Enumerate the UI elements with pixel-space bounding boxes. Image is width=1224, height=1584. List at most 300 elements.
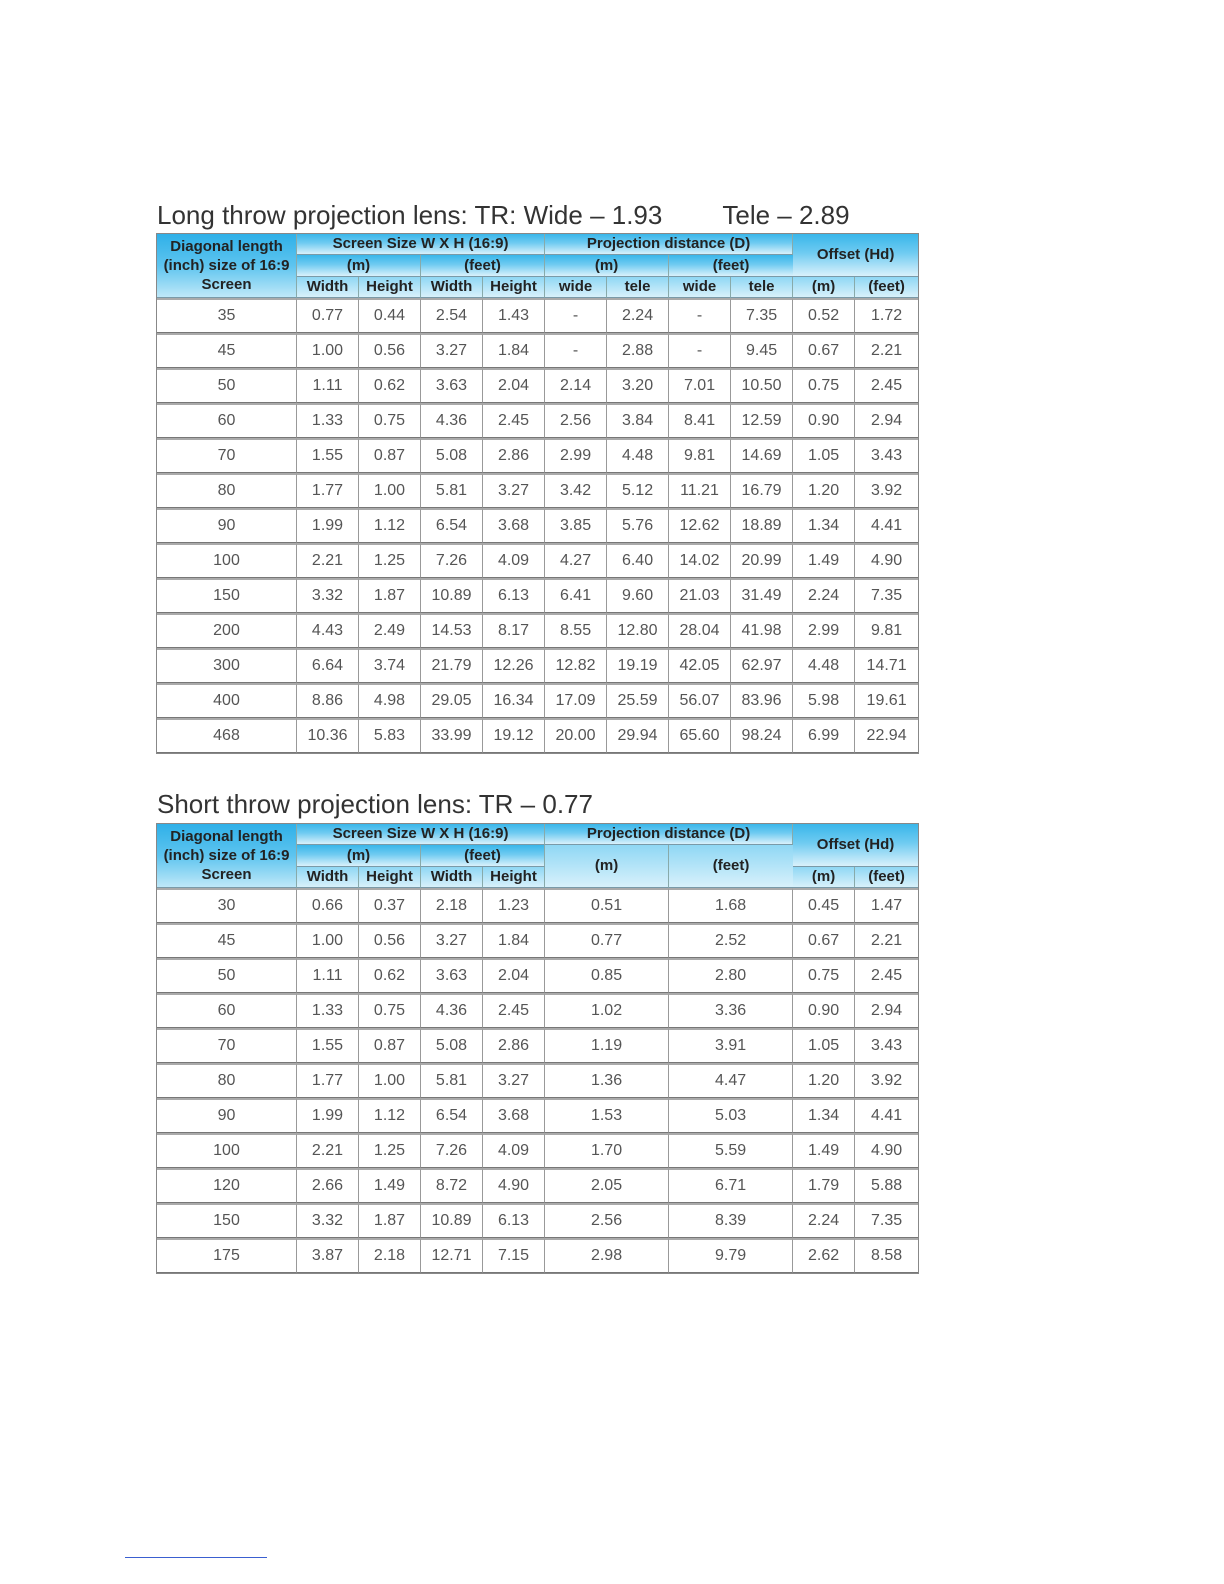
table-cell: 4.48 (793, 648, 855, 683)
table-cell: 16.79 (731, 473, 793, 508)
table-cell: 5.08 (421, 438, 483, 473)
table-cell: 7.26 (421, 543, 483, 578)
table-row (157, 508, 918, 543)
table-cell: 4.09 (483, 543, 545, 578)
table-row (157, 1168, 918, 1203)
table-cell: 0.67 (793, 923, 855, 958)
table-cell: 8.39 (669, 1203, 793, 1238)
table-cell: 9.81 (669, 438, 731, 473)
table-cell: 83.96 (731, 683, 793, 718)
screen-size-header: Screen Size W X H (16:9) (297, 824, 545, 845)
table-cell: 1.11 (297, 958, 359, 993)
table-cell: 0.90 (793, 403, 855, 438)
table-cell: 1.05 (793, 1028, 855, 1063)
table-cell: 12.71 (421, 1238, 483, 1273)
table-cell: 200 (157, 613, 297, 648)
table-cell: 1.70 (545, 1133, 669, 1168)
table-cell: 6.40 (607, 543, 669, 578)
table-cell: 3.20 (607, 368, 669, 403)
table-cell: 3.42 (545, 473, 607, 508)
table-row (157, 1203, 918, 1238)
table-cell: 3.27 (421, 923, 483, 958)
table-cell: 50 (157, 958, 297, 993)
distance-m-header: (m) (545, 255, 669, 277)
table-row (157, 888, 918, 923)
table-row (157, 333, 918, 368)
table-cell: 5.83 (359, 718, 421, 753)
offset-feet-header: (feet) (855, 277, 918, 298)
table-cell: 1.49 (793, 1133, 855, 1168)
table-cell: 0.75 (359, 993, 421, 1028)
table-cell: 3.27 (483, 473, 545, 508)
table-cell: 8.72 (421, 1168, 483, 1203)
table-cell: 2.45 (855, 958, 918, 993)
screen-size-header: Screen Size W X H (16:9) (297, 234, 545, 255)
table-cell: 2.66 (297, 1168, 359, 1203)
table-cell: 29.94 (607, 718, 669, 753)
table-cell: 0.75 (793, 958, 855, 993)
table-cell: 1.00 (297, 333, 359, 368)
table-cell: 12.80 (607, 613, 669, 648)
table-cell: 2.99 (545, 438, 607, 473)
table-cell: 1.99 (297, 1098, 359, 1133)
table-cell: 2.49 (359, 613, 421, 648)
table-cell: 2.45 (483, 403, 545, 438)
width-feet-header: Width (421, 867, 483, 888)
table-cell: 1.02 (545, 993, 669, 1028)
table-row (157, 543, 918, 578)
table-cell: 10.89 (421, 578, 483, 613)
screen-feet-header: (feet) (421, 255, 545, 277)
table-cell: 30 (157, 888, 297, 923)
table-cell: 4.47 (669, 1063, 793, 1098)
table-cell: 21.79 (421, 648, 483, 683)
table-cell: 18.89 (731, 508, 793, 543)
table-cell: 42.05 (669, 648, 731, 683)
screen-feet-header: (feet) (421, 845, 545, 867)
table-cell: 2.18 (359, 1238, 421, 1273)
table-cell: 4.98 (359, 683, 421, 718)
table-cell: 1.49 (793, 543, 855, 578)
table-row (157, 1028, 918, 1063)
table-cell: 1.49 (359, 1168, 421, 1203)
table-row (157, 1133, 918, 1168)
offset-m-header: (m) (793, 867, 855, 888)
table-cell: 90 (157, 508, 297, 543)
table-row (157, 473, 918, 508)
table-cell: 62.97 (731, 648, 793, 683)
table-cell: 70 (157, 1028, 297, 1063)
table-cell: 6.54 (421, 508, 483, 543)
table-cell: 0.45 (793, 888, 855, 923)
table-cell: 1.77 (297, 473, 359, 508)
table-cell: 14.02 (669, 543, 731, 578)
table-cell: 1.99 (297, 508, 359, 543)
table-cell: 2.45 (855, 368, 918, 403)
table-row (157, 368, 918, 403)
table-cell: 25.59 (607, 683, 669, 718)
table-cell: 45 (157, 923, 297, 958)
table-cell: 1.36 (545, 1063, 669, 1098)
table-cell: 19.12 (483, 718, 545, 753)
table-cell: 12.62 (669, 508, 731, 543)
table-row (157, 1098, 918, 1133)
table-cell: 2.21 (297, 543, 359, 578)
table-cell: 12.82 (545, 648, 607, 683)
table-row (157, 683, 918, 718)
table-cell: 0.52 (793, 298, 855, 333)
table-cell: 1.00 (359, 1063, 421, 1098)
table-cell: 8.58 (855, 1238, 918, 1273)
table-row (157, 993, 918, 1028)
table-cell: 0.67 (793, 333, 855, 368)
table-cell: 1.05 (793, 438, 855, 473)
table-cell: 1.87 (359, 578, 421, 613)
table-cell: 0.66 (297, 888, 359, 923)
height-feet-header: Height (483, 277, 545, 298)
table-cell: 2.94 (855, 993, 918, 1028)
table-cell: 0.87 (359, 1028, 421, 1063)
table-cell: 12.26 (483, 648, 545, 683)
table-cell: 1.84 (483, 333, 545, 368)
table-cell: 6.99 (793, 718, 855, 753)
table-cell: 3.63 (421, 368, 483, 403)
table-cell: 2.56 (545, 403, 607, 438)
offset-feet-header: (feet) (855, 867, 918, 888)
table-cell: 1.68 (669, 888, 793, 923)
table-cell: 1.77 (297, 1063, 359, 1098)
table-cell: 1.11 (297, 368, 359, 403)
table-cell: 1.19 (545, 1028, 669, 1063)
table-cell: 4.36 (421, 993, 483, 1028)
table-cell: 19.19 (607, 648, 669, 683)
table-cell: 5.76 (607, 508, 669, 543)
table-cell: 3.32 (297, 578, 359, 613)
table-cell: 2.52 (669, 923, 793, 958)
distance-feet-header: (feet) (669, 845, 793, 888)
table-cell: 0.87 (359, 438, 421, 473)
table-cell: 7.35 (731, 298, 793, 333)
table-cell: 1.23 (483, 888, 545, 923)
table-cell: 3.74 (359, 648, 421, 683)
table-cell: 22.94 (855, 718, 918, 753)
width-m-header: Width (297, 867, 359, 888)
distance-m-header: (m) (545, 845, 669, 888)
table-cell: - (669, 333, 731, 368)
table-cell: 3.36 (669, 993, 793, 1028)
table-cell: 120 (157, 1168, 297, 1203)
table-cell: 0.44 (359, 298, 421, 333)
table-cell: 6.41 (545, 578, 607, 613)
table-cell: 10.50 (731, 368, 793, 403)
table-cell: 5.12 (607, 473, 669, 508)
short-throw-table (156, 823, 919, 1274)
table-cell: 14.71 (855, 648, 918, 683)
table-row (157, 438, 918, 473)
table-cell: 17.09 (545, 683, 607, 718)
table-cell: 0.56 (359, 923, 421, 958)
table-cell: 5.59 (669, 1133, 793, 1168)
table-cell: 16.34 (483, 683, 545, 718)
table-cell: 1.12 (359, 508, 421, 543)
table-cell: 3.43 (855, 438, 918, 473)
width-feet-header: Width (421, 277, 483, 298)
table-row (157, 578, 918, 613)
table-cell: 7.01 (669, 368, 731, 403)
screen-m-header: (m) (297, 255, 421, 277)
table-cell: 21.03 (669, 578, 731, 613)
table-cell: 80 (157, 1063, 297, 1098)
height-feet-header: Height (483, 867, 545, 888)
table-row (157, 923, 918, 958)
table-cell: 2.98 (545, 1238, 669, 1273)
table-cell: 6.13 (483, 1203, 545, 1238)
table-cell: 0.51 (545, 888, 669, 923)
table-cell: 1.25 (359, 543, 421, 578)
table-cell: 1.00 (359, 473, 421, 508)
table-cell: 3.68 (483, 508, 545, 543)
table-cell: 0.56 (359, 333, 421, 368)
table-cell: 2.04 (483, 958, 545, 993)
table-cell: 4.09 (483, 1133, 545, 1168)
table-cell: 4.90 (855, 543, 918, 578)
table-cell: 2.62 (793, 1238, 855, 1273)
table-cell: 5.81 (421, 1063, 483, 1098)
offset-header: Offset (Hd) (793, 234, 918, 277)
table-cell: 2.21 (297, 1133, 359, 1168)
table-row (157, 648, 918, 683)
table-cell: 0.37 (359, 888, 421, 923)
long-throw-title (157, 200, 850, 231)
table-cell: 0.85 (545, 958, 669, 993)
table-cell: 29.05 (421, 683, 483, 718)
table-cell: 4.90 (483, 1168, 545, 1203)
table-cell: 1.25 (359, 1133, 421, 1168)
table-cell: 1.84 (483, 923, 545, 958)
table-cell: 12.59 (731, 403, 793, 438)
table-cell: 14.53 (421, 613, 483, 648)
table-cell: 1.87 (359, 1203, 421, 1238)
offset-m-header: (m) (793, 277, 855, 298)
table-cell: 4.48 (607, 438, 669, 473)
table-cell: 2.99 (793, 613, 855, 648)
table-cell: 33.99 (421, 718, 483, 753)
table-cell: 9.60 (607, 578, 669, 613)
long-throw-table-body (157, 298, 918, 753)
table-cell: 2.05 (545, 1168, 669, 1203)
table-cell: 0.90 (793, 993, 855, 1028)
table-cell: 60 (157, 403, 297, 438)
table-cell: 20.99 (731, 543, 793, 578)
table-cell: 6.54 (421, 1098, 483, 1133)
table-cell: 14.69 (731, 438, 793, 473)
offset-header: Offset (Hd) (793, 824, 918, 867)
table-cell: 9.79 (669, 1238, 793, 1273)
table-cell: 90 (157, 1098, 297, 1133)
footnote-divider (125, 1557, 267, 1558)
table-cell: 0.75 (359, 403, 421, 438)
table-cell: 5.81 (421, 473, 483, 508)
long-throw-table (156, 233, 919, 754)
table-cell: 8.86 (297, 683, 359, 718)
table-cell: 98.24 (731, 718, 793, 753)
table-cell: 1.34 (793, 508, 855, 543)
table-row (157, 718, 918, 753)
table-cell: 300 (157, 648, 297, 683)
table-cell: 7.35 (855, 1203, 918, 1238)
table-cell: 4.43 (297, 613, 359, 648)
table-cell: 2.14 (545, 368, 607, 403)
table-cell: 2.54 (421, 298, 483, 333)
table-cell: 8.55 (545, 613, 607, 648)
table-cell: 2.18 (421, 888, 483, 923)
projection-distance-header: Projection distance (D) (545, 824, 793, 845)
tele-m-header: tele (607, 277, 669, 298)
table-cell: 0.77 (545, 923, 669, 958)
diagonal-header: Diagonal length (inch) size of 16:9 Screen (157, 234, 297, 298)
table-cell: 1.33 (297, 403, 359, 438)
table-cell: 50 (157, 368, 297, 403)
table-cell: 2.56 (545, 1203, 669, 1238)
table-cell: 3.27 (483, 1063, 545, 1098)
table-cell: 2.21 (855, 333, 918, 368)
table-cell: 0.62 (359, 958, 421, 993)
table-cell: 3.84 (607, 403, 669, 438)
table-cell: 6.13 (483, 578, 545, 613)
table-row (157, 1063, 918, 1098)
table-cell: 1.55 (297, 1028, 359, 1063)
table-cell: 9.45 (731, 333, 793, 368)
table-cell: 2.86 (483, 1028, 545, 1063)
short-throw-title: Short throw projection lens: TR – 0.77 (157, 789, 593, 819)
table-cell: 7.15 (483, 1238, 545, 1273)
table-cell: 1.53 (545, 1098, 669, 1133)
table-cell: 0.62 (359, 368, 421, 403)
table-cell: 8.17 (483, 613, 545, 648)
table-cell: 0.77 (297, 298, 359, 333)
table-cell: 80 (157, 473, 297, 508)
table-cell: 2.86 (483, 438, 545, 473)
table-cell: 3.68 (483, 1098, 545, 1133)
table-cell: 0.75 (793, 368, 855, 403)
screen-m-header: (m) (297, 845, 421, 867)
table-cell: 1.33 (297, 993, 359, 1028)
height-m-header: Height (359, 277, 421, 298)
table-cell: 175 (157, 1238, 297, 1273)
table-cell: 6.71 (669, 1168, 793, 1203)
table-cell: 1.43 (483, 298, 545, 333)
table-cell: 3.92 (855, 473, 918, 508)
table-cell: 1.34 (793, 1098, 855, 1133)
table-cell: 6.64 (297, 648, 359, 683)
table-cell: 100 (157, 1133, 297, 1168)
table-cell: 3.43 (855, 1028, 918, 1063)
short-throw-table-body (157, 888, 918, 1273)
table-cell: 3.87 (297, 1238, 359, 1273)
table-cell: 20.00 (545, 718, 607, 753)
table-cell: 2.88 (607, 333, 669, 368)
table-cell: 45 (157, 333, 297, 368)
table-cell: - (545, 298, 607, 333)
table-cell: 5.98 (793, 683, 855, 718)
table-cell: 3.91 (669, 1028, 793, 1063)
table-cell: 28.04 (669, 613, 731, 648)
table-cell: 65.60 (669, 718, 731, 753)
table-cell: 100 (157, 543, 297, 578)
table-row (157, 403, 918, 438)
table-row (157, 613, 918, 648)
wide-m-header: wide (545, 277, 607, 298)
table-cell: 3.85 (545, 508, 607, 543)
table-row (157, 958, 918, 993)
table-cell: 2.80 (669, 958, 793, 993)
table-cell: 3.32 (297, 1203, 359, 1238)
distance-feet-header: (feet) (669, 255, 793, 277)
table-row (157, 298, 918, 333)
table-cell: 5.08 (421, 1028, 483, 1063)
table-cell: 4.90 (855, 1133, 918, 1168)
long-throw-title-main: Long throw projection lens: TR: Wide – 1.93 (157, 200, 663, 230)
table-cell: 2.21 (855, 923, 918, 958)
table-cell: 19.61 (855, 683, 918, 718)
table-cell: 4.41 (855, 1098, 918, 1133)
table-cell: 8.41 (669, 403, 731, 438)
table-cell: 1.00 (297, 923, 359, 958)
table-cell: 2.24 (793, 1203, 855, 1238)
table-cell: 10.89 (421, 1203, 483, 1238)
table-cell: 10.36 (297, 718, 359, 753)
table-cell: 468 (157, 718, 297, 753)
table-cell: - (669, 298, 731, 333)
table-cell: 2.94 (855, 403, 918, 438)
table-cell: 1.72 (855, 298, 918, 333)
table-cell: 150 (157, 578, 297, 613)
projection-distance-header: Projection distance (D) (545, 234, 793, 255)
table-cell: 400 (157, 683, 297, 718)
table-cell: 1.20 (793, 1063, 855, 1098)
table-cell: 1.55 (297, 438, 359, 473)
table-cell: 1.79 (793, 1168, 855, 1203)
table-cell: 41.98 (731, 613, 793, 648)
table-cell: 5.03 (669, 1098, 793, 1133)
wide-feet-header: wide (669, 277, 731, 298)
table-cell: 2.24 (607, 298, 669, 333)
table-cell: 56.07 (669, 683, 731, 718)
table-cell: 11.21 (669, 473, 731, 508)
table-cell: 2.24 (793, 578, 855, 613)
table-row (157, 1238, 918, 1273)
table-cell: 3.92 (855, 1063, 918, 1098)
tele-feet-header: tele (731, 277, 793, 298)
table-cell: 70 (157, 438, 297, 473)
table-cell: 2.45 (483, 993, 545, 1028)
table-cell: 4.27 (545, 543, 607, 578)
table-cell: 7.26 (421, 1133, 483, 1168)
table-cell: 150 (157, 1203, 297, 1238)
table-cell: - (545, 333, 607, 368)
table-cell: 7.35 (855, 578, 918, 613)
long-throw-title-tele: Tele – 2.89 (722, 200, 850, 230)
table-cell: 1.20 (793, 473, 855, 508)
table-cell: 1.47 (855, 888, 918, 923)
table-cell: 4.41 (855, 508, 918, 543)
table-cell: 1.12 (359, 1098, 421, 1133)
width-m-header: Width (297, 277, 359, 298)
table-cell: 60 (157, 993, 297, 1028)
table-cell: 9.81 (855, 613, 918, 648)
height-m-header: Height (359, 867, 421, 888)
table-cell: 35 (157, 298, 297, 333)
